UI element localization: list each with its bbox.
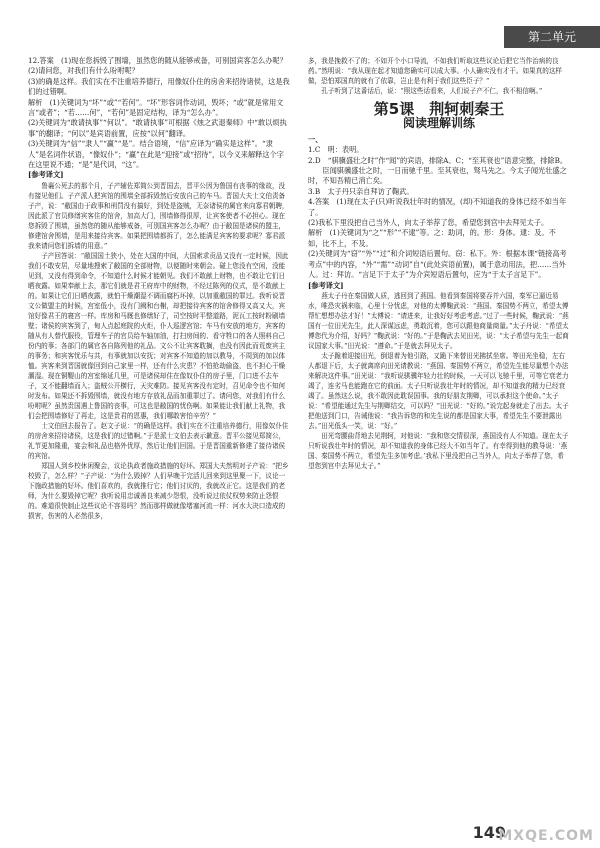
reference-heading: [参考译文]: [28, 170, 64, 180]
reference-heading-2: [参考译文]: [308, 280, 344, 290]
translation-continued: 多，我是挽救不了的；不如开个小口导流，不如我们听取这些议论后把它当作治病的良药。”然明说：“我从现在起才知道您确实可以成大事。小人确实没有才干。如果真的这样做，恐怕郑国真的就有了依靠，岂止是有利于我们这些臣子？”: [308, 57, 563, 85]
translation-5-1: 燕太子丹在秦国做人质，逃回到了燕国。他看到秦国将要吞并六国，秦军已逼近易水，唯恐灾祸来临，心里十分忧虑，对他的太傅鞠武说：“燕国、秦国势不两立，希望太傅帮忙想想办法才好！”太傅说：“请进来，让我好好考虑考虑。”过了一些时候，鞠武说：“燕国有一位田光先生，此人深谋远虑，勇敢沉着，您可以跟他商量商量。”太子丹说：“希望太傅您代为介绍，好吗？”鞠武说：“好的。”于是鞠武去见田光，说：“太子希望与先生一起商议国家大事。”田光说：“遵命。”于是就去拜见太子。: [308, 291, 569, 350]
answer-1: 1.C 明：表明。: [308, 145, 364, 155]
answer-12: 12.答案 (1)现在您拆毁了围墙，虽然您的随从能够戒备，可别国宾客怎么办呢？: [28, 56, 287, 65]
analysis-1: 解析 (1)关键词为“坏”“或”“若何”。“坏”形容词作动词，毁坏；“或”就是常用文言“或者”；“若……何”，“若何”是固定结构，译为“怎么办”。: [28, 97, 284, 118]
answer-4: 4.答案 (1)现在太子(只)听说我壮年时的情况，(却)不知道我的身体已经不如当年了。: [308, 197, 567, 217]
section-title: 阅读理解训练: [402, 116, 475, 131]
translation-para-1: 鲁襄公死去的那个月，子产辅佐郑简公到晋国去，晋平公因为鲁国有丧事的缘故，没有接见他们。子产派人把宾馆的围墙全部拆毁然后安放自己的车马。晋国大夫士文伯责备子产，说：“敝国由于政事和刑罚没有搞好，到处是盗贼，无奈诸侯的属官来向寡君朝聘，因此派了官员修缮宾客住的馆舍，加高大门，围墙修得很厚，让宾客使者不必担心。现在您拆毁了围墙，虽然您的随从能够戒备，可别国宾客怎么办呢？由于敝国是诸侯的盟主，修建馆舍围墙，是用来接待宾客。如果把围墙都拆了，怎么能满足宾客的要求呢？寡君派我来请问您们拆墙的用意。”: [28, 181, 289, 250]
analysis-4-1: 解析 (1)关键词为“之”“形”“不逮”等。之：助词，的。形：身体。逮：及。不如，比不上，不及。: [308, 228, 556, 248]
part-one-label: 一、: [308, 134, 323, 144]
answer-12-3: (3)的确是这样。我们实在不注重培养德行，用像奴仆住的房舍来招待诸侯，这是我们的过错啊。: [28, 76, 290, 97]
translation-para-2: 子产回答说：“敝国国土狭小，处在大国的中间，大国索求贡品又没有一定时候，因此我们不敢安居，尽量地搜索了敝国的全部财物，以便随时来朝会。碰上您没有空闲，没能见到，又没有得到命令，不知道什么时候才能朝见。我们不敢献上财物，也不敢让它们日晒夜露。如果奉献上去，那它们就是君王府库中的财物，不经过陈列的仪式，是不敢献上的。如果让它们日晒夜露，就怕干燥潮湿不调而腐朽坏掉，以加重敝国的罪过。我听说晋文公做盟主的时候，宫室低小，没有门阙和台榭，却把接待宾客的馆舍修得又高又大，宾馆好像君王的寝宫一样。库房和马厩也修缮好了，司空按时平整道路，泥瓦工按时粉刷墙壁；诸侯的宾客到了，甸人点起庭院的火炬，仆人巡逻宫馆；车马有安放的地方，宾客的随从有人替代服役，管理车子的官员给车轴加油，打扫房间的、看守牲口的各人照料自己份内的事；各部门的属官各自陈列他的礼品。文公不让宾客耽搁，也没有因此而荒废宾主的事务；和宾客忧乐与共，有事就加以安抚；对宾客不知道的加以教导，不周到的加以体恤。宾客来到晋国就像回到自己家里一样，还有什么灾患？不怕抢劫偷盗，也不担心干燥潮湿。现在铜鞮山的宫室绵延几里，可是诸侯却住在像奴仆住的房子里，门口进不去车子，又不能翻墙而入；盗贼公开横行，天灾难防。接见宾客没有定时，召见命令也不知何时发布。如果还不拆毁围墙，就没有地方存放礼品而加重罪过了。请问您，对我们有什么吩咐呢？虽然贵国遇上鲁国的丧事，可这也是敝国的忧伤啊。如果能让我们献上礼物，我们会把围墙修好了再走，这是贵君的恩惠，我们哪敢害怕辛劳？”: [28, 251, 289, 420]
analysis-3: (3)关键词为“信”“隶人”“赢”“是”。结合语境，“信”应译为“确实是这样”。“隶人”是名词作状语，“像奴仆”；“赢”在此是“迎接”或“招待”，以今义来解释这个字在这里说不通；“是”是代词，“这”。: [28, 139, 284, 170]
analysis-2: (2)关键词为“敢请执事”“何以”。“敢请执事”可根据《烛之武退秦师》中“敢以烦执事”的翻译；“何以”是宾语前置，应按“以何”翻译。: [28, 118, 287, 138]
answer-2: 2.D “骐骥盛壮之时”作“闻”的宾语，排除A、C；“至其衰也”语意完整，排除B。: [308, 155, 568, 165]
left-column: [28, 56, 290, 521]
answer-3: 3.B 太子丹只亲自拜访了鞠武。: [308, 186, 414, 196]
answer-12-2: (2)请问您，对我们有什么吩咐呢？: [28, 66, 139, 76]
analysis-4-2: (2)关键词为“窃”“外”“过”和介词短语后置句。窃：私下。外：根据本课“链接高考考点”中的内容，“外”“需”“动词”自“(此处宾语前置)，属于意动用法，把……当外人。过：拜访。“言足下于太子”为介宾短语后置句，应为“于太子言足下”。: [308, 249, 567, 280]
translation-para-3: 士文伯回去报告了。赵文子说：“的确是这样。我们实在不注重培养德行，用像奴仆住的房舍来招待诸侯，这是我们的过错啊。”于是派士文伯去表示歉意。晋平公接见郑简公，礼节更加隆重，宴会和礼品也格外优厚，然后让他们回国。于是晋国重新修建了接待诸侯的宾馆。: [28, 421, 289, 460]
lesson-title: 第5课 荆轲刺秦王: [373, 100, 505, 118]
right-column: [308, 56, 570, 471]
page-number: 149: [472, 823, 506, 842]
translation-5-3: 田光弯腰曲背地去见荆轲，对他说：“我和您交情很深，燕国没有人不知道。现在太子只听说我壮年时的情况，却不知道我的身体已经大不如当年了。有幸得到他的教导说：‘燕国、秦国势不两立，希望先生多加考虑。’我私下里没把自己当外人，向太子举荐了您，希望您到宫中去拜见太子。”: [308, 431, 569, 470]
answer-4-2: (2)我私下里没把自己当外人，向太子举荐了您，希望您到宫中去拜见太子。: [308, 218, 549, 228]
watermark-logo: MXQE.COM: [498, 828, 594, 844]
translation-confucius: 孔子听到了这番话后，说：“照这些话看来，人们说子产不仁，我不相信啊。”: [321, 87, 543, 95]
translation-para-4: 郑国人到乡校休闲聚会，议论执政者施政措施的好坏。郑国大夫然明对子产说：“把乡校毁了，怎么样？”子产说：“为什么毁掉？人们早晚干完活儿回来到这里聚一下，议论一下施政措施的好坏。他们喜欢的，我就推行它；他们讨厌的，我就改正它。这是我们的老师，为什么要毁掉它呢？我听说用忠诚善良来减少怨恨，没听说过依仗权势来防止怨恨的。难道很快制止这些议论不容易吗？然而那样做就像堵塞河流一样：河水大决口造成的损害，伤害的人必然很多，: [28, 461, 289, 520]
translation-5-2: 太子跪着迎接田光，倒退着为他引路，又跪下来替田光拂拭坐席。等田光坐稳，左右人都退下后，太子就离席向田光请教说：“燕国、秦国势不两立，希望先生能尽量想个办法来解决这件事。”田光说：“我听说骐骥年轻力壮的时候，一天可以飞驰千里，可等它衰老力竭了，连劣马也能跑在它的前面。太子只听说我壮年时的情况，却不知道我的精力已经衰竭了。虽然这么说，我不敢因此耽误国事。我的好朋友荆卿，可以承担这个使命。”太子说：“希望能通过先生与荆卿结交，可以吗？”田光说：“好的。”说完起身就走了出去。太子把他送到门口，告诫他说：“我告诉您的和先生说的都是国家大事，希望先生不要泄露出去。”田光低头一笑，说：“好。”: [308, 351, 569, 430]
unit-tab: 第二单元: [504, 26, 600, 48]
answer-2-text: 臣闻骐骥盛壮之时，一日而驰千里。至其衰也，驽马先之。今太子闻光壮盛之时，不知吾精已消亡矣。: [308, 166, 567, 186]
